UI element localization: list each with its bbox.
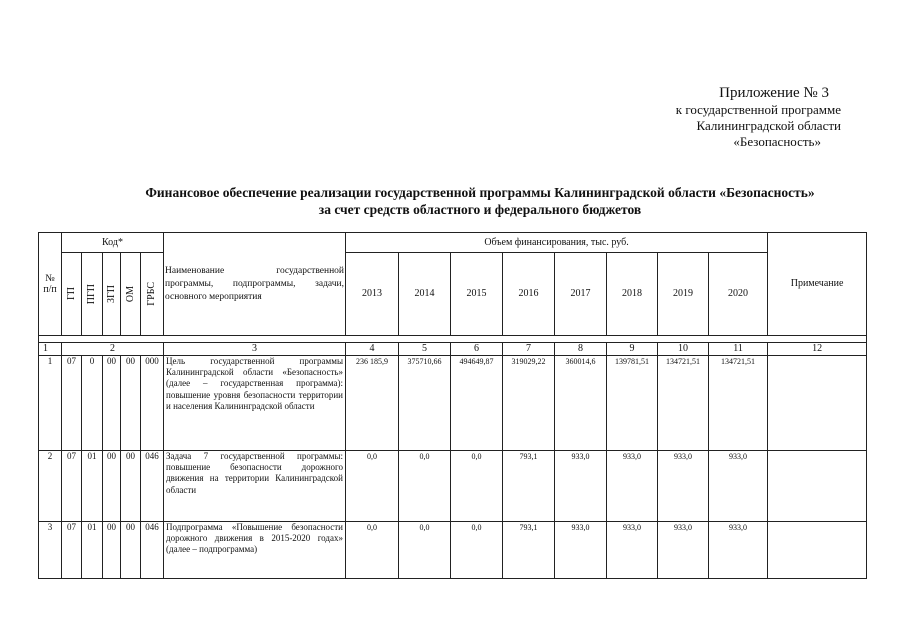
column-number: 9 [607, 343, 658, 356]
row-name: Задача 7 государственной программы: повышение безопасности дорожного движения на территории Калининградской области [164, 451, 346, 522]
column-number: 8 [555, 343, 607, 356]
row-value-2016: 793,1 [503, 522, 555, 579]
row-value-2014: 0,0 [399, 451, 451, 522]
row-value-2018: 139781,51 [607, 356, 658, 451]
row-note [768, 356, 867, 451]
header-year-2017: 2017 [555, 253, 607, 336]
header-code-pgp: ПГП [82, 253, 103, 336]
row-value-2017: 933,0 [555, 451, 607, 522]
row-value-2020: 933,0 [709, 522, 768, 579]
table-row [39, 522, 867, 579]
header-funding-group: Объем финансирования, тыс. руб. [346, 233, 768, 253]
header-note: Примечание [768, 233, 867, 336]
row-value-2019: 933,0 [658, 451, 709, 522]
header-code-group: Код* [62, 233, 164, 253]
row-note [768, 451, 867, 522]
column-number: 10 [658, 343, 709, 356]
row-value-2019: 933,0 [658, 522, 709, 579]
title-line-1: Финансовое обеспечение реализации государственной программы Калининградской области «Безопасность» [145, 185, 815, 200]
row-value-2013: 236 185,9 [346, 356, 399, 451]
row-value-2016: 319029,22 [503, 356, 555, 451]
row-name: Цель государственной программы Калининградской области «Безопасность» (далее – государственная программа): повышение уровня безопасности территории и населения Калининградской области [164, 356, 346, 451]
column-number: 4 [346, 343, 399, 356]
row-value-2020: 134721,51 [709, 356, 768, 451]
row-code-pgp: 01 [82, 451, 103, 522]
column-number: 12 [768, 343, 867, 356]
row-code-om: 00 [121, 451, 141, 522]
row-code-gp: 07 [62, 451, 82, 522]
table-row [39, 356, 867, 451]
header-year-2013: 2013 [346, 253, 399, 336]
row-code-zgp: 00 [103, 522, 121, 579]
column-number: 2 [62, 343, 164, 356]
row-code-grbs: 000 [141, 356, 164, 451]
row-value-2015: 494649,87 [451, 356, 503, 451]
row-value-2017: 360014,6 [555, 356, 607, 451]
financing-table [38, 232, 867, 579]
row-num: 1 [39, 356, 62, 451]
row-code-om: 00 [121, 356, 141, 451]
row-code-gp: 07 [62, 522, 82, 579]
appendix-line: Калининградской области [696, 118, 841, 133]
header-name: Наименование государственной программы, подпрограммы, задачи, основного мероприятия [164, 233, 346, 336]
row-name: Подпрограмма «Повышение безопасности дорожного движения в 2015-2020 годах» (далее – подпрограмма) [164, 522, 346, 579]
row-num: 2 [39, 451, 62, 522]
column-number-row [39, 343, 867, 356]
row-code-grbs: 046 [141, 522, 164, 579]
row-value-2017: 933,0 [555, 522, 607, 579]
row-value-2013: 0,0 [346, 522, 399, 579]
row-value-2020: 933,0 [709, 451, 768, 522]
row-value-2016: 793,1 [503, 451, 555, 522]
row-code-grbs: 046 [141, 451, 164, 522]
row-code-pgp: 0 [82, 356, 103, 451]
column-number: 3 [164, 343, 346, 356]
row-value-2014: 0,0 [399, 522, 451, 579]
column-number: 5 [399, 343, 451, 356]
title-line-2: за счет средств областного и федерального бюджетов [318, 202, 642, 217]
row-value-2014: 375710,66 [399, 356, 451, 451]
row-code-zgp: 00 [103, 451, 121, 522]
header-year-2020: 2020 [709, 253, 768, 336]
row-value-2015: 0,0 [451, 522, 503, 579]
header-year-2015: 2015 [451, 253, 503, 336]
row-code-gp: 07 [62, 356, 82, 451]
header-year-2016: 2016 [503, 253, 555, 336]
header-code-gp: ГП [62, 253, 82, 336]
row-value-2018: 933,0 [607, 451, 658, 522]
column-number: 6 [451, 343, 503, 356]
row-num: 3 [39, 522, 62, 579]
header-code-zgp: ЗГП [103, 253, 121, 336]
table-row [39, 451, 867, 522]
column-number: 1 [39, 343, 62, 356]
appendix-block [581, 84, 841, 150]
row-note [768, 522, 867, 579]
row-value-2013: 0,0 [346, 451, 399, 522]
header-year-2018: 2018 [607, 253, 658, 336]
column-number: 11 [709, 343, 768, 356]
header-year-2019: 2019 [658, 253, 709, 336]
header-code-grbs: ГРБС [141, 253, 164, 336]
appendix-line: к государственной программе [675, 102, 841, 117]
document-title [60, 184, 900, 218]
row-code-pgp: 01 [82, 522, 103, 579]
appendix-title: Приложение № 3 [719, 85, 829, 101]
appendix-line: «Безопасность» [733, 134, 821, 149]
header-year-2014: 2014 [399, 253, 451, 336]
column-number: 7 [503, 343, 555, 356]
row-value-2015: 0,0 [451, 451, 503, 522]
header-num: № п/п [39, 233, 62, 336]
row-value-2018: 933,0 [607, 522, 658, 579]
row-code-zgp: 00 [103, 356, 121, 451]
row-value-2019: 134721,51 [658, 356, 709, 451]
header-code-om: ОМ [121, 253, 141, 336]
row-code-om: 00 [121, 522, 141, 579]
